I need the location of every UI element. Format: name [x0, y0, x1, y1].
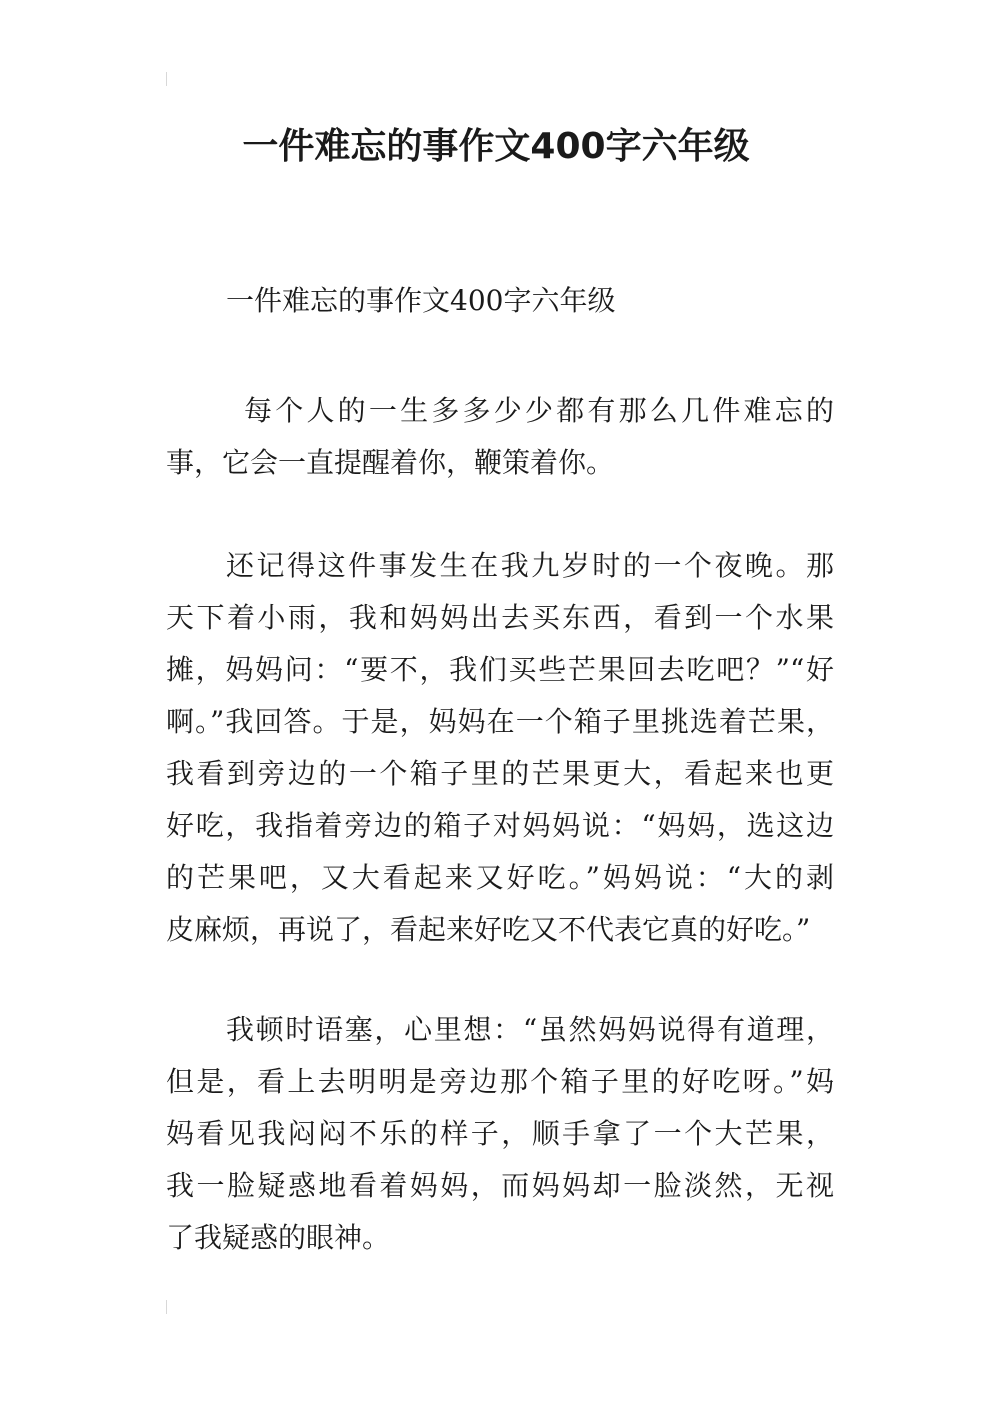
paragraph-line: 我看到旁边的一个箱子里的芒果更大，看起来也更 [166, 757, 834, 790]
paragraph-line: 摊，妈妈问：“要不，我们买些芒果回去吃吧？”“好 [166, 653, 834, 686]
paragraph-3 [166, 1004, 834, 1264]
paragraph-1 [166, 385, 834, 489]
paragraph-line: 还记得这件事发生在我九岁时的一个夜晚。那 [226, 549, 834, 582]
paragraph-2 [166, 540, 834, 956]
page-corner-mark-top [166, 72, 167, 86]
paragraph-line: 天下着小雨，我和妈妈出去买东西，看到一个水果 [166, 601, 834, 634]
document-title: 一件难忘的事作文400字六年级 [242, 126, 750, 167]
paragraph-line: 妈看见我闷闷不乐的样子，顺手拿了一个大芒果， [166, 1117, 834, 1150]
paragraph-line: 皮麻烦，再说了，看起来好吃又不代表它真的好吃。” [166, 913, 811, 946]
paragraph-line: 我顿时语塞，心里想：“虽然妈妈说得有道理， [226, 1013, 834, 1046]
paragraph-line: 我一脸疑惑地看着妈妈，而妈妈却一脸淡然，无视 [166, 1169, 834, 1202]
paragraph-line: 事，它会一直提醒着你，鞭策着你。 [166, 446, 615, 479]
document-subtitle: 一件难忘的事作文400字六年级 [226, 284, 616, 317]
paragraph-line: 的芒果吧，又大看起来又好吃。”妈妈说：“大的剥 [166, 861, 834, 894]
paragraph-line: 啊。”我回答。于是，妈妈在一个箱子里挑选着芒果， [166, 705, 834, 738]
paragraph-line: 了我疑惑的眼神。 [166, 1221, 391, 1254]
paragraph-line: 好吃，我指着旁边的箱子对妈妈说：“妈妈，选这边 [166, 809, 834, 842]
paragraph-line: 但是，看上去明明是旁边那个箱子里的好吃呀。”妈 [166, 1065, 834, 1098]
page-corner-mark-bottom [166, 1300, 167, 1314]
paragraph-line: 每个人的一生多多少少都有那么几件难忘的 [244, 394, 834, 427]
